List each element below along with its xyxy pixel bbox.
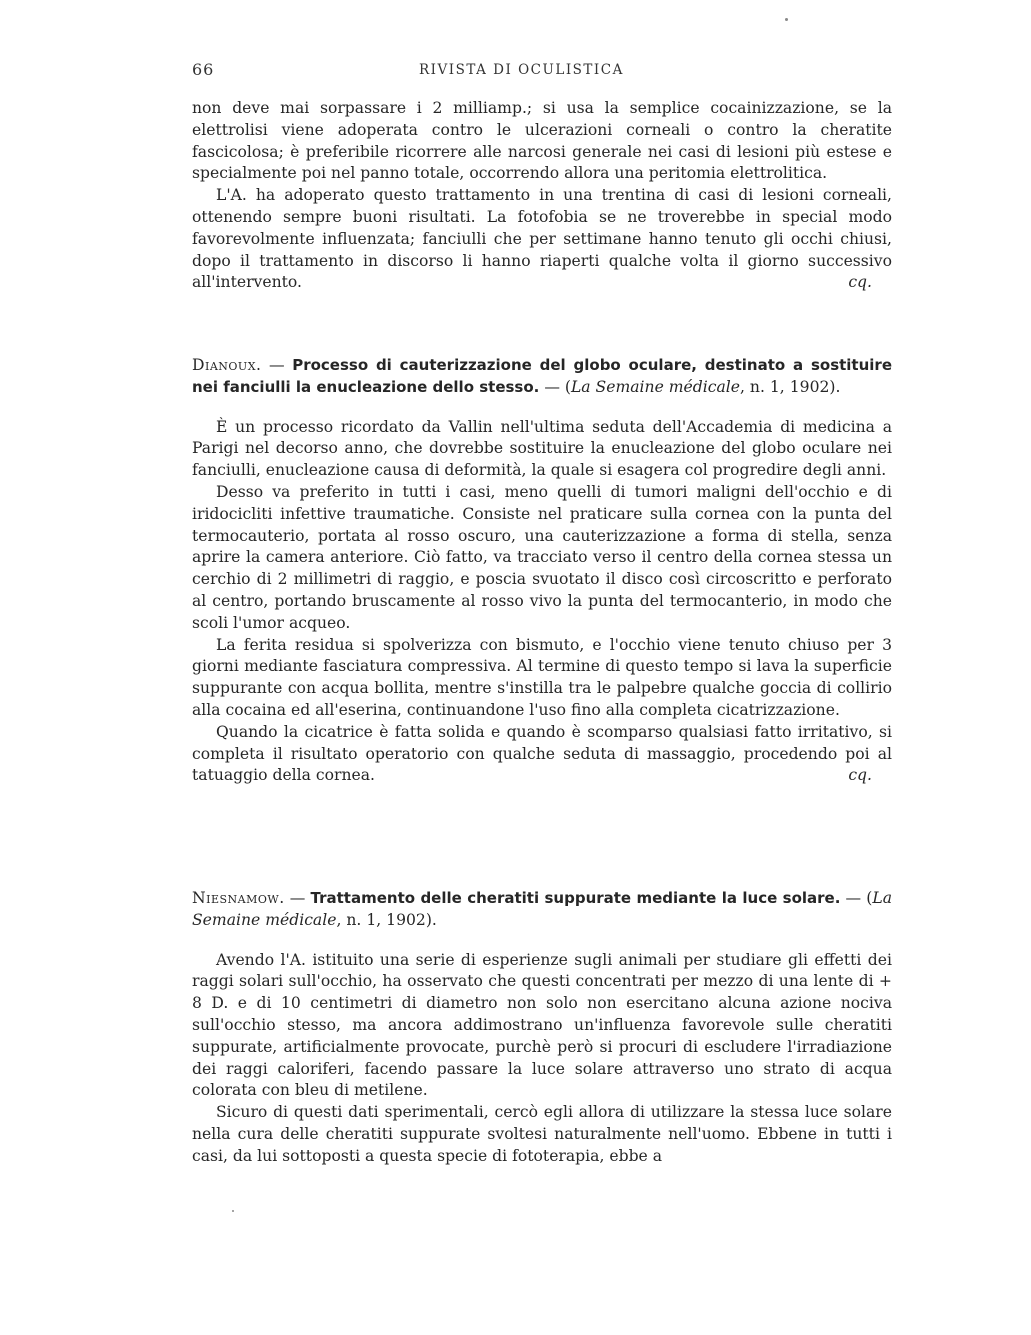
paragraph: Desso va preferito in tutti i casi, meno quelli di tumori maligni dell'occhio e di iridocicliti infettive traumatiche. Consiste nel praticare sulla cornea con la punta del termocauterio, portata al rosso oscuro, una cauterizzazione a forma di stella, senza aprire la camera anteriore. Ciò fatto, va tracciato verso il centro della cornea stessa un cerchio di 2 millimetri di raggio, e poscia svuotato il disco così circoscritto e perforato al centro, portando bruscamente al rosso vivo la punta del termocanterio, in modo che scoli l'umor acqueo. [192,482,892,632]
paper-speck [232,1210,234,1212]
dash: — [284,889,311,907]
paragraph-text: L'A. ha adoperato questo trattamento in una trentina di casi di lesioni corneali, ottenendo sempre buoni risultati. La fotofobia se ne troverebbe in special modo favorevolmente influenzata; fanciulli che per settimane hanno tenuto gli occhi chiusi, dopo il trattamento in discorso li hanno riaperti qualche volta il giorno successivo all'intervento. [192,186,892,292]
article-heading [192,888,892,932]
page-number: 66 [192,60,215,79]
paper-speck [785,18,788,21]
paragraph-text: Quando la cicatrice è fatta solida e quando è scomparso qualsiasi fatto irritativo, si completa il risultato operatorio con qualche seduta di massaggio, procedendo poi al tatuaggio della cornea. [192,722,892,785]
page-header [192,60,892,84]
citation-open: — ( [539,377,571,396]
article-title: Trattamento delle cheratiti suppurate mediante la luce solare. [310,889,841,907]
paragraph: Avendo l'A. istituito una serie di esperienze sugli animali per studiare gli effetti dei raggi solari sull'occhio, ha osservato che questi concentrati per mezzo di una lente di + 8 D. e di 10 centimetri di diametro non solo non esercitano alcuna azione nociva sull'occhio stesso, ma ancora addimostrano un'influenza favorevole sulle cheratiti suppurate, artificialmente provocate, purchè però si procuri di escludere l'irradiazione dei raggi caloriferi, facendo passare la luce solare attraverso uno strato di acqua colorata con bleu di metilene. [192,950,892,1100]
author-name: Dianoux. [192,356,262,374]
section-continuation [192,98,892,294]
paragraph [192,185,892,294]
dash: — [261,356,293,374]
journal-name: La Semaine médicale [570,377,741,396]
paragraph: non deve mai sorpassare i 2 milliamp.; si usa la semplice cocainizzazione, se la elettrolisi viene adoperata contro le ulcerazioni corneali o contro la cheratite fascicolosa; è preferibile ricorrere alle narcosi generale nei casi di lesioni più estese e specialmente poi nel panno totale, occorrendo allora una peritomia elettrolitica. [192,99,892,183]
paragraph: È un processo ricordato da Vallin nell'ultima seduta dell'Accademia di medicina a Parigi nel decorso anno, che dovrebbe sostituire la enucleazione del globo oculare nei fanciulli, enucleazione causa di deformità, la quale si esagera col progredire degli anni. [192,417,892,480]
paragraph [192,722,892,787]
article-title: Processo di cauterizzazione del globo oculare, destinato a sostituire nei fanciulli la enucleazione dello stesso. [192,356,892,396]
running-title: RIVISTA DI OCULISTICA [419,62,624,78]
citation-close: , n. 1, 1902). [336,910,437,929]
citation-open: — ( [840,889,873,907]
signature: cq. [848,273,872,292]
article-dianoux [192,355,892,787]
journal-name: La Semaine médicale [192,889,893,929]
author-name: Niesnamow. [192,889,285,907]
article-heading [192,355,892,399]
paragraph: Sicuro di questi dati sperimentali, cercò egli allora di utilizzare la stessa luce solare nella cura delle cheratiti suppurate svoltesi naturalmente nell'uomo. Ebbene in tutti i casi, da lui sottoposti a questa specie di fototerapia, ebbe a [192,1103,892,1165]
signature: cq. [848,766,872,785]
paragraph: La ferita residua si spolverizza con bismuto, e l'occhio viene tenuto chiuso per 3 giorni mediante fasciatura compressiva. Al termine di questo tempo si lava la superficie suppurante con acqua bollita, mentre s'instilla tra le palpebre qualche goccia di collirio alla cocaina ed all'eserina, continuandone l'uso fino alla completa cicatrizzazione. [192,635,892,719]
article-niesnamow [192,888,892,1168]
citation-close: , n. 1, 1902). [740,377,841,396]
